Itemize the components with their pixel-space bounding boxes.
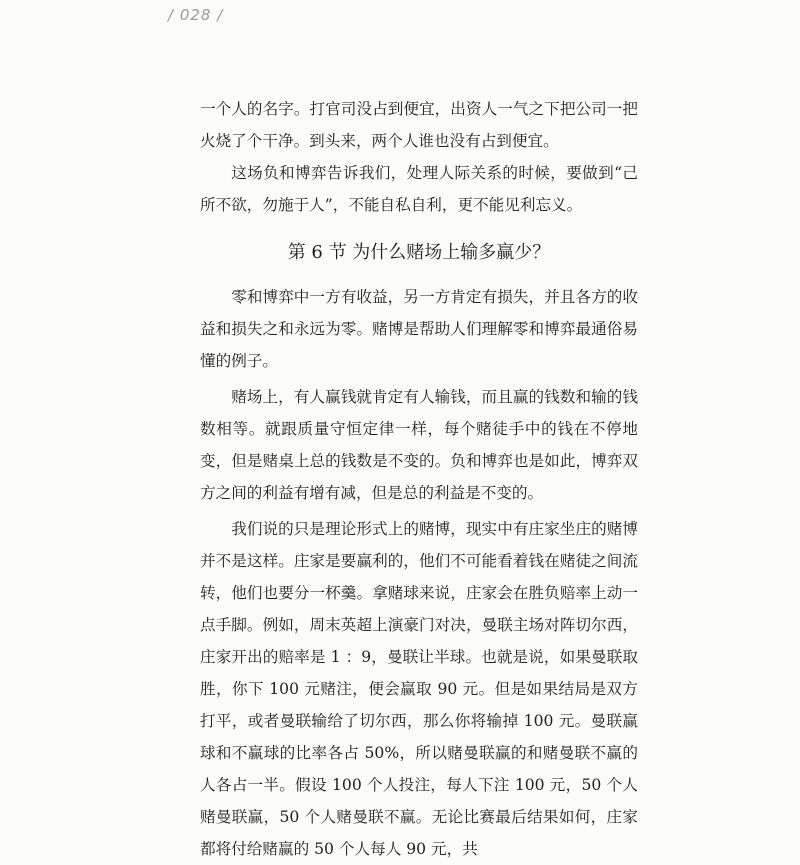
paragraph-4: 赌场上，有人赢钱就肯定有人输钱，而且赢的钱数和输的钱数相等。就跟质量守恒定律一样，每个赌徒手中的钱在不停地变，但是赌桌上总的钱数是不变的。负和博弈也是如此，博弈双方之间的利益有增有减，但是总的利益是不变的。 (200, 388, 638, 502)
section-heading: 第 6 节 为什么赌场上输多赢少？ (287, 242, 551, 263)
paragraph-2: 这场负和博弈告诉我们，处理人际关系的时候，要做到“己所不欲，勿施于人”，不能自私自利，更不能见利忘义。 (200, 164, 638, 214)
paragraph-3: 零和博弈中一方有收益，另一方肯定有损失，并且各方的收益和损失之和永远为零。赌博是帮助人们理解零和博弈最通俗易懂的例子。 (200, 288, 638, 370)
paragraph-5: 我们说的只是理论形式上的赌博，现实中有庄家坐庄的赌博并不是这样。庄家是要赢利的，他们不可能看着钱在赌徒之间流转，他们也要分一杯羹。拿赌球来说，庄家会在胜负赔率上动一点手脚。例如，周末英超上演豪门对决，曼联主场对阵切尔西，庄家开出的赔率是 1 ：9，曼联让半球。也就是说，如果曼联取胜，你下 100 元赌注，便会赢取 90 元。但是如果结局是双方打平，或者曼联输给了切尔西，那么你将输掉 100 元。曼联赢球和不赢球的比率各占 50%，所以赌曼联赢的和赌曼联不赢的人各占一半。假设 100 个人投注，每人下注 100 元，50 个人赌曼联赢，50 个人赌曼联不赢。无论比赛最后结果如何，庄家都将付给赌赢的 50 个人每人 90 元，共 (200, 520, 638, 858)
page-number: / 028 / (168, 6, 224, 24)
paragraph-1: 一个人的名字。打官司没占到便宜，出资人一气之下把公司一把火烧了个干净。到头来，两个人谁也没有占到便宜。 (200, 100, 638, 150)
body-text (200, 93, 638, 865)
